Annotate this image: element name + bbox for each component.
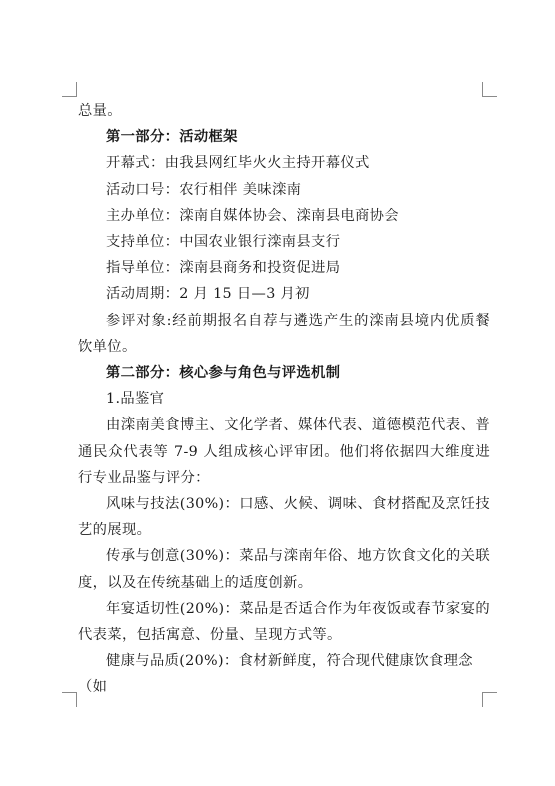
section-heading-roles: 第二部分：核心参与角色与评选机制 — [106, 365, 341, 382]
field-host-organizations: 主办单位：滦南自媒体协会、滦南县电商协会 — [106, 207, 399, 224]
criterion-feast-suitability: 年宴适切性(20%)：菜品是否适合作为年夜饭或春节家宴的代表菜，包括寓意、份量、呈现方式等。 — [78, 600, 490, 644]
field-supporting-unit: 支持单位：中国农业银行滦南县支行 — [106, 234, 341, 251]
crop-mark-top-right — [482, 82, 497, 97]
field-activity-period: 活动周期：2 月 15 日—3 月初 — [106, 286, 310, 303]
criterion-flavor-technique: 风味与技法(30%)：口感、火候、调味、食材搭配及烹饪技艺的展现。 — [78, 496, 490, 539]
text-total-amount: 总量。 — [78, 103, 122, 119]
section-heading-framework: 第一部分：活动框架 — [106, 129, 238, 146]
field-participants: 参评对象:经前期报名自荐与遴选产生的滦南县境内优质餐饮单位。 — [78, 312, 490, 355]
field-opening-ceremony: 开幕式：由我县网红毕火火主持开幕仪式 — [106, 155, 370, 172]
document-body — [78, 98, 490, 701]
criterion-heritage-creativity: 传承与创意(30%)：菜品与滦南年俗、地方饮食文化的关联度，以及在传统基础上的适度创新。 — [78, 548, 490, 591]
crop-mark-top-left — [62, 82, 77, 97]
crop-mark-bottom-left — [62, 692, 77, 707]
paragraph-judging-panel: 由滦南美食博主、文化学者、媒体代表、道德模范代表、普通民众代表等 7-9 人组成核心评审团。他们将依据四大维度进行专业品鉴与评分： — [78, 417, 490, 486]
criterion-health-quality: 健康与品质(20%)：食材新鲜度，符合现代健康饮食理念（如 — [78, 653, 473, 696]
field-slogan: 活动口号：农行相伴 美味滦南 — [106, 181, 302, 198]
field-guiding-unit: 指导单位：滦南县商务和投资促进局 — [106, 260, 341, 277]
subheading-judges: 1.品鉴官 — [106, 391, 165, 408]
